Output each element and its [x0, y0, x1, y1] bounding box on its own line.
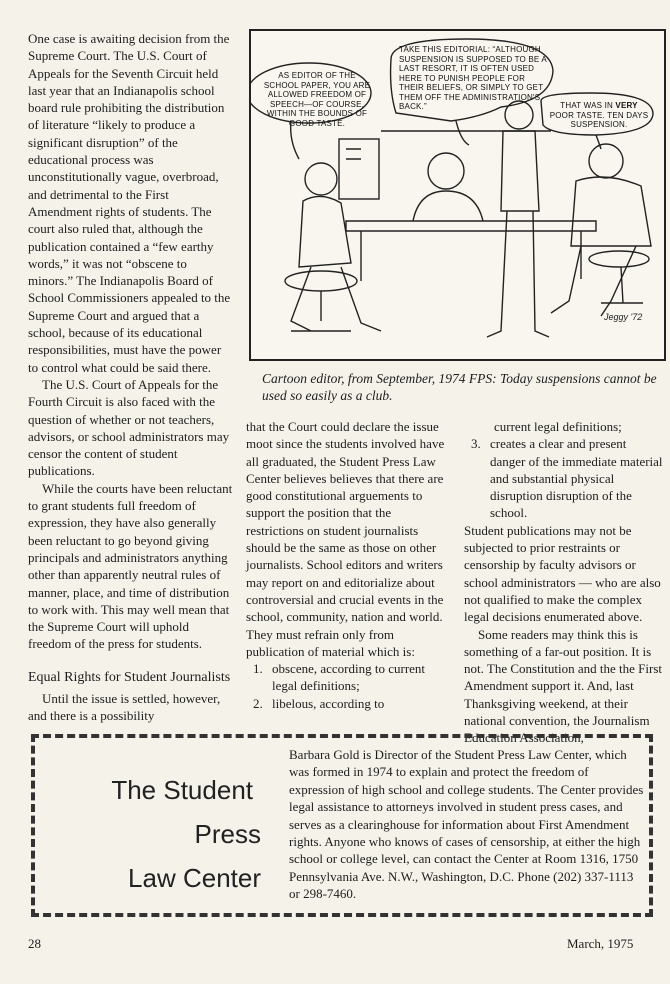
- sidebar-box: [31, 734, 653, 917]
- paragraph: Until the issue is settled, however, and there is a possibility: [28, 690, 221, 723]
- list-item: 3. creates a clear and present danger of the immediate material and substantial physical disruption disruption of the school.: [484, 435, 664, 521]
- paragraph: One case is awaiting decision from the Supreme Court. The U.S. Court of Appeals for the Seventh Circuit held last year that an Indianapolis school board rule prohibiting the distribution of literature “likely to produce a significant disruption” of the educational process was unconstitutionally vague, overbroad, and detrimental to the First Amendment rights of students. The court also ruled that, although the publication contained a “few earthy words,” it was not “obscene to minors.” The Indianapolis Board of School Commissioners appealed to the Supreme Court and argued that a school, because of its educational responsibilities, must have the power to control what could be said there.: [28, 31, 231, 375]
- speech-text-right-part2: POOR TASTE. TEN DAYS SUSPENSION.: [549, 110, 649, 129]
- left-column: [28, 30, 234, 724]
- box-text: Barbara Gold is Director of the Student Press Law Center, which was formed in 1974 to explain and protect the freedom of expression of high school and college students. The Center provides legal assistance to attorneys involved in student press cases, and serves as a clearinghouse for information about First Amendment rights. Anyone who knows of cases of censorship, at either the high school or college level, can contact the Center at Room 1316, 1750 Pennsylvania Ave. N.W., Washington, D.C. Phone (202) 337-1113 or 298-7460.: [289, 747, 644, 902]
- middle-column: [246, 418, 452, 712]
- speech-text-left: AS EDITOR OF THE SCHOOL PAPER, YOU ARE ALLOWED FREEDOM OF SPEECH—OF COURSE, WITHIN THE BOUNDS OF GOOD TASTE.: [263, 71, 371, 128]
- paragraph: Some readers may think this is something of a far-out position. It is not. The Constitution and the the First Amendment support it. And, last Thanksgiving weekend, at their national convention, the Journalism Education Association,: [464, 626, 663, 746]
- paragraph: The U.S. Court of Appeals for the Fourth Circuit is also faced with the question of whether or not teachers, advisors, or school administrators may censor the content of student publications.: [28, 376, 230, 479]
- box-title-line: Law Center: [128, 863, 261, 893]
- box-title-line: Press: [194, 819, 261, 849]
- speech-text-right-part1: THAT WAS IN: [560, 101, 616, 110]
- paragraph: While the courts have been reluctant to grant students full freedom of expression, they have also generally been reluctant to go beyond giving principals and administrators anything other than apparently neutral rules of manner, place, and time of distribution to work with. This may well mean that the Supreme Court will uphold freedom of the press for students.: [28, 480, 233, 652]
- box-title: [81, 768, 261, 900]
- speech-text-right: [549, 101, 649, 130]
- criteria-list: [246, 660, 452, 712]
- paragraph: Student publications may not be subjected to prior restraints or censorship by faculty advisors or school administrators — who are also not qualified to make the complex legal decisions enumerated above.: [464, 522, 661, 625]
- speech-text-right-emphasis: VERY: [615, 101, 638, 110]
- right-column: [464, 418, 664, 747]
- box-title-line: The Student: [111, 775, 253, 805]
- section-heading: Equal Rights for Student Journalists: [28, 669, 231, 685]
- list-item: 1. obscene, according to current legal definitions;: [266, 660, 452, 695]
- list-continuation: current legal definitions;: [494, 419, 622, 434]
- paragraph: that the Court could declare the issue moot since the students involved have all graduated, the Student Press Law Center believes believes that there are good constitutional arguements to support the position that the restrictions on student journalists should be the same as those on other journalists. School editors and writers may report on and editorialize about controversial and crucial events in the school, community, nation and world. They must refrain only from publication of material which is:: [246, 419, 445, 659]
- artist-signature: Jeggy '72: [604, 312, 643, 322]
- cartoon-caption: Cartoon editor, from September, 1974 FPS: Today suspensions cannot be used so easily as a club.: [262, 371, 657, 403]
- issue-date: March, 1975: [567, 936, 634, 951]
- criteria-list-continued: [464, 435, 664, 521]
- page-number: 28: [28, 936, 41, 951]
- speech-text-top: TAKE THIS EDITORIAL: “ALTHOUGH SUSPENSION IS SUPPOSED TO BE A LAST RESORT, IT IS OFTEN USED HERE TO PUNISH PEOPLE FOR THEIR BELIEFS, OR SIMPLY TO GET THEM OFF THE ADMINISTRATION'S BACK.”: [399, 45, 547, 111]
- list-item: 2. libelous, according to: [266, 695, 452, 712]
